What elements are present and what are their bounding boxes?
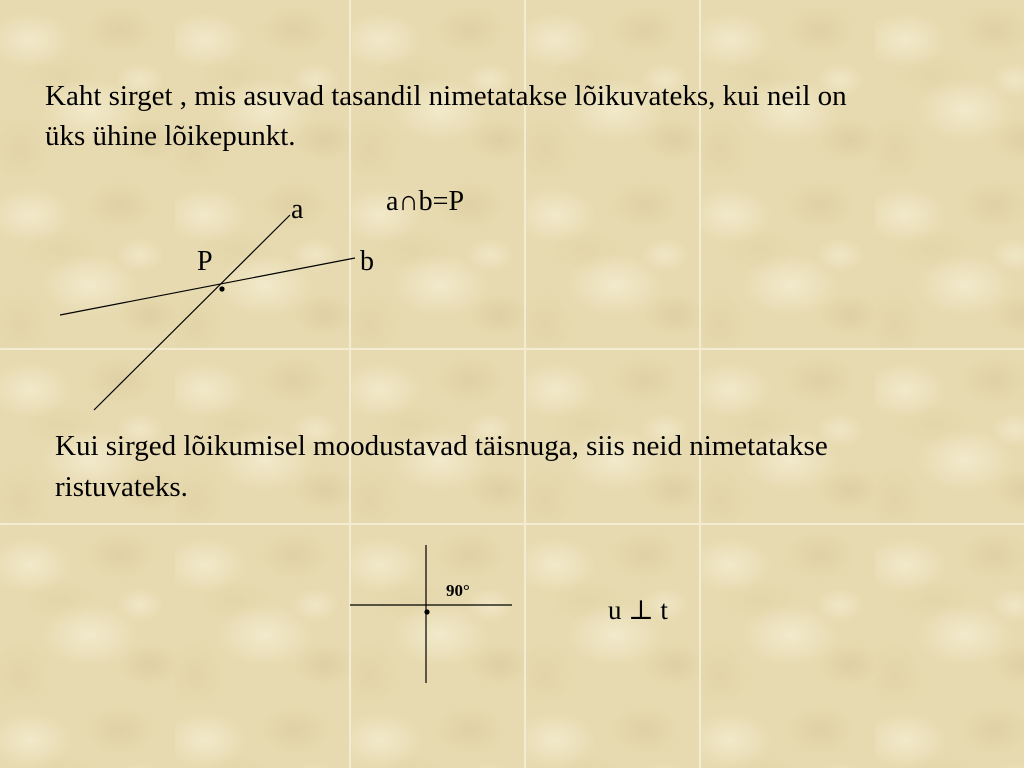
right-angle-label: 90° bbox=[446, 581, 470, 600]
perpendicular-definition-line-1: Kui sirged lõikumisel moodustavad täisnuga, siis neid nimetatakse bbox=[55, 430, 828, 462]
perpendicular-point bbox=[424, 609, 429, 614]
intersecting-definition-line-1: Kaht sirget , mis asuvad tasandil nimetatakse lõikuvateks, kui neil on bbox=[45, 80, 847, 112]
label-line-b: b bbox=[360, 246, 374, 277]
intersection-point bbox=[219, 286, 224, 291]
perpendicular-definition-line-2: ristuvateks. bbox=[55, 471, 188, 503]
perpendicular-formula: u ⊥ t bbox=[608, 595, 668, 625]
intersection-diagram bbox=[60, 186, 464, 410]
intersection-formula: a∩b=P bbox=[386, 186, 465, 217]
line-a bbox=[94, 215, 290, 410]
perpendicular-diagram bbox=[350, 545, 668, 683]
label-point-p: P bbox=[197, 246, 213, 277]
intersecting-definition-line-2: üks ühine lõikepunkt. bbox=[45, 120, 296, 152]
label-line-a: a bbox=[291, 194, 304, 225]
